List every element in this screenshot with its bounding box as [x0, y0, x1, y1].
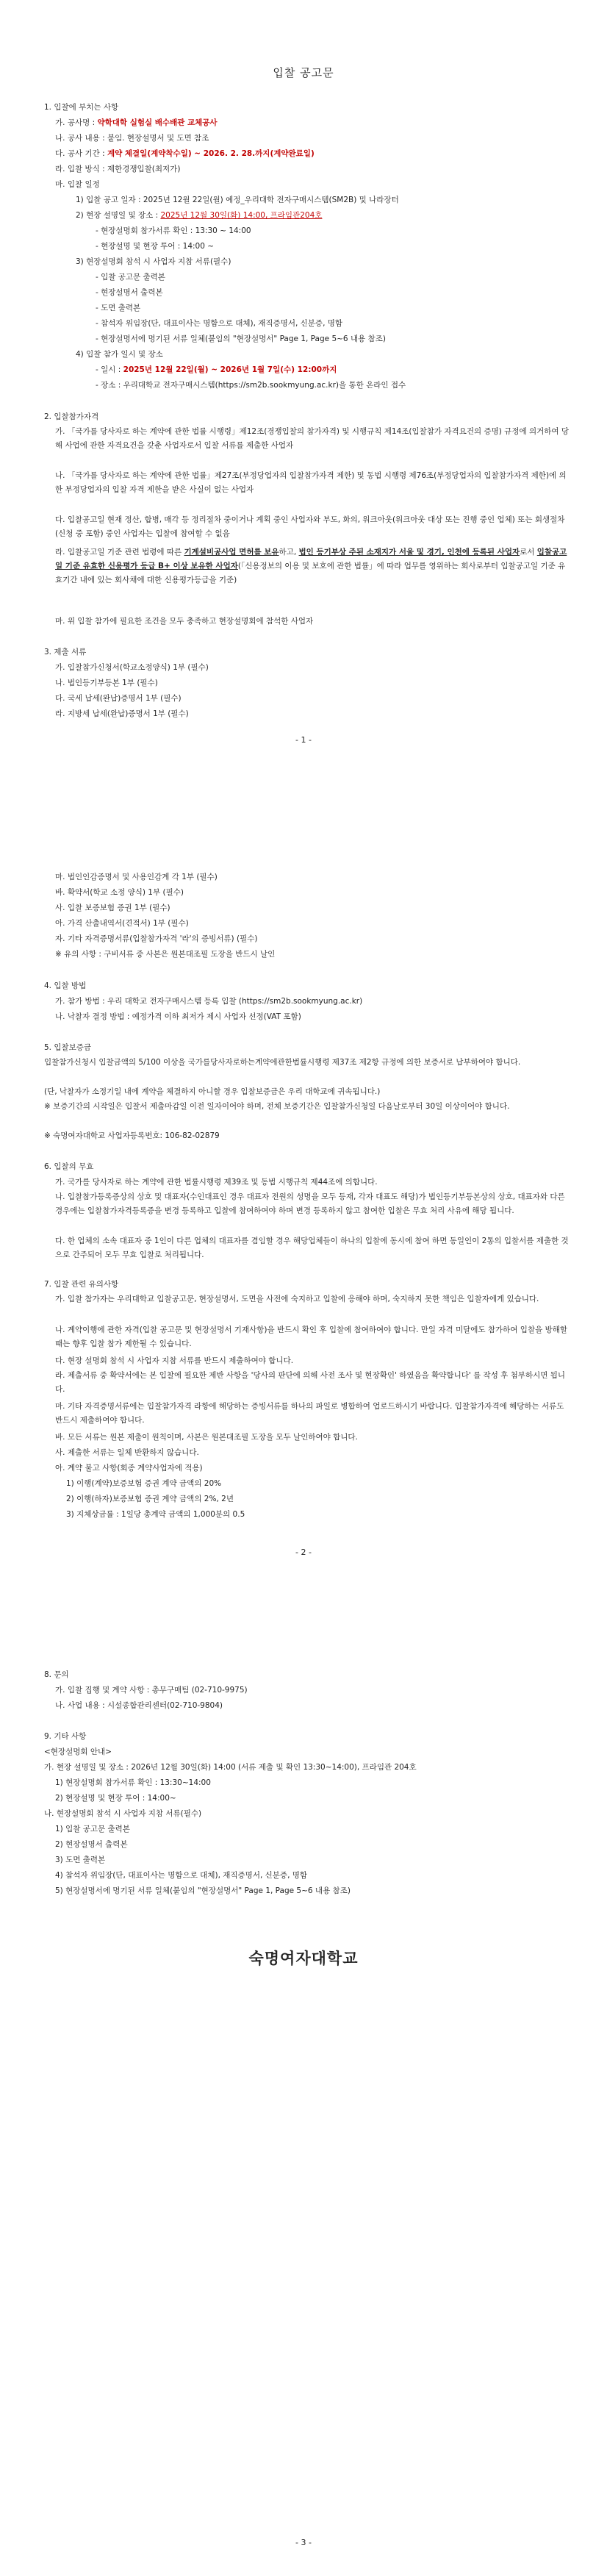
briefing-datetime: 가. 현장 설명일 및 장소 : 2026년 12월 30일(화) 14:00 (서류 제출 및 확인 13:30~14:00), 프라임관 204호: [44, 1763, 417, 1772]
briefing-doc-item: 1) 입찰 공고문 출력본: [55, 1825, 130, 1833]
briefing-subheading: <현장설명회 안내>: [44, 1747, 112, 1756]
submit-doc-item: 가. 입찰참가신청서(학교소정양식) 1부 (필수): [55, 663, 209, 672]
university-name: 숙명여자대학교: [248, 1950, 359, 1967]
briefing-doc-check: - 현장설명회 참가서류 확인 : 13:30 ~ 14:00: [96, 226, 251, 235]
contact-contract: 가. 입찰 집행 및 계약 사항 : 총무구매팀 (02-710-9975): [55, 1686, 248, 1695]
qualification-ma: 마. 위 입찰 참가에 필요한 조건을 모두 충족하고 현장설명회에 참석한 사업자: [55, 617, 314, 626]
bid-participation-heading: 4) 입찰 참가 일시 및 장소: [76, 350, 163, 359]
invalid-bid-na: 나. 입찰참가등록증상의 상호 및 대표자(수인대표인 경우 대표자 전원의 성명을 모두 등재, 각자 대표도 해당)가 법인등기부등본상의 상호, 대표자와 다른 경우에는 입찰참가자격등록증을 변경 등록하고 입찰에 참여하여야 하며 변경 등록하지 않고 참여한 입찰은 무효 처리 사유에 해당 됩니다.: [55, 1192, 565, 1215]
qualification-ra: 라. 입찰공고일 기준 관련 법령에 따른 기계설비공사업 면허를 보유하고, 법인 등기부상 주된 소재지가 서울 및 경기, 인천에 등록된 사업자로서 입찰공고일 기준 유효한 신용평가 등급 B+ 이상 보유한 사업자(「신용정보의 이용 및 보호에 관한 법률」에 따라 업무를 영위하는 회사로부터 입찰공고일 기준 유효기간 내에 있는 회사채에 대한 신용평가등급을 기준): [55, 548, 567, 584]
required-doc-item: - 참석자 위임장(단, 대표이사는 명함으로 대체), 재직증명서, 신분증, 명함: [96, 319, 343, 328]
page-number-3: - 3 -: [295, 2538, 312, 2547]
submit-doc-item: 라. 지방세 납세(완납)증명서 1부 (필수): [55, 709, 189, 718]
section-3-heading: 3. 제출 서류: [44, 648, 87, 656]
briefing-docs-heading: 나. 현장설명회 참석 시 사업자 지참 서류(필수): [44, 1809, 202, 1818]
project-name: 약학대학 실험실 배수배관 교체공사: [97, 118, 218, 127]
submit-doc-note: ※ 유의 사항 : 구비서류 중 사본은 원본대조필 도장을 반드시 날인: [55, 950, 276, 959]
business-registration-number: ※ 숙명여자대학교 사업자등록번호: 106-82-02879: [44, 1131, 220, 1140]
section-8-heading: 8. 문의: [44, 1670, 69, 1679]
briefing-tour: - 현장설명 및 현장 투어 : 14:00 ~: [96, 242, 215, 251]
caution-na: 나. 계약이행에 관한 자격(입찰 공고문 및 현장설명서 기재사항)을 반드시 확인 후 입찰에 참여하여야 합니다. 만일 자격 미달에도 참가하여 입찰을 방해할 때는 향후 입찰 참가 제한될 수 있습니다.: [55, 1325, 568, 1348]
submit-doc-item: 자. 기타 자격증명서류(입찰참가자격 '라'의 증빙서류) (필수): [55, 934, 258, 943]
contract-terms-item: 3) 지체상금률 : 1일당 총계약 금액의 1,000분의 0.5: [66, 1510, 245, 1519]
contract-terms-item: 1) 이행(계약)보증보험 증권 계약 금액의 20%: [66, 1479, 222, 1488]
invalid-bid-da: 다. 한 업체의 소속 대표자 중 1인이 다른 업체의 대표자를 겸임할 경우 해당업체들이 하나의 입찰에 동시에 참여 하면 동일인이 2통의 입찰서를 제출한 것으로 간주되어 모두 무효 입찰로 처리됩니다.: [55, 1237, 569, 1259]
briefing-item: 1) 현장설명회 참가서류 확인 : 13:30~14:00: [55, 1778, 211, 1787]
schedule-announce-date: 1) 입찰 공고 일자 : 2025년 12월 22일(월) 예정_우리대학 전자구매시스템(SM2B) 및 나라장터: [76, 196, 399, 204]
bid-method-winner: 나. 낙찰자 결정 방법 : 예정가격 이하 최저가 제시 사업자 선정(VAT 포함): [55, 1012, 301, 1021]
required-doc-item: - 현장설명서에 명기된 서류 일체(붙임의 "현장설명서" Page 1, Page 5~6 내용 참조): [96, 334, 386, 343]
briefing-doc-item: 5) 현장설명서에 명기된 서류 일체(붙임의 "현장설명서" Page 1, Page 5~6 내용 참조): [55, 1886, 351, 1895]
caution-ba: 바. 모든 서류는 원본 제출이 원칙이며, 사본은 원본대조필 도장을 모두 날인하여야 합니다.: [55, 1433, 358, 1442]
caution-da: 다. 현장 설명회 참석 시 사업자 지참 서류를 반드시 제출하여야 합니다.: [55, 1356, 294, 1365]
required-doc-item: - 도면 출력본: [96, 304, 141, 312]
bid-method: 라. 입찰 방식 : 제한경쟁입찰(최저가): [55, 165, 181, 173]
submit-doc-item: 바. 확약서(학교 소정 양식) 1부 (필수): [55, 888, 184, 897]
briefing-doc-item: 2) 현장설명서 출력본: [55, 1840, 128, 1849]
required-doc-item: - 입찰 공고문 출력본: [96, 273, 165, 282]
qualification-na: 나. 「국가를 당사자로 하는 계약에 관한 법률」제27조(부정당업자의 입찰참가자격 제한) 및 동법 시행령 제76조(부정당업자의 입찰참가자격 제한)에 의한 부정당업자의 입찰 자격 제한을 받은 사실이 없는 사업자: [55, 471, 567, 494]
submit-doc-item: 나. 법인등기부등본 1부 (필수): [55, 679, 158, 687]
project-name-row: 가. 공사명 : 약학대학 실험실 배수배관 교체공사: [55, 118, 218, 127]
site-briefing-datetime: 2025년 12월 30일(화) 14:00, 프라임관204호: [160, 211, 323, 220]
document-title: 입찰 공고문: [273, 66, 334, 79]
submit-doc-item: 다. 국세 납세(완납)증명서 1부 (필수): [55, 694, 182, 703]
caution-sa: 사. 제출한 서류는 일체 반환하지 않습니다.: [55, 1448, 199, 1457]
bid-method-participation: 가. 참가 방법 : 우리 대학교 전자구매시스템 등록 입찰 (https://sm2b.sookmyung.ac.kr): [55, 997, 363, 1006]
caution-aa: 아. 계약 불고 사항(회종 계약사업자에 적용): [55, 1464, 203, 1473]
project-period: 계약 체결일(계약착수일) ~ 2026. 2. 28.까지(계약완료일): [107, 149, 315, 158]
deposit-note: (단, 낙찰자가 소정기일 내에 계약을 체결하지 아니할 경우 입찰보증금은 우리 대학교에 귀속됩니다.): [44, 1087, 381, 1096]
invalid-bid-ga: 가. 국가를 당사자로 하는 계약에 관한 법률시행령 제39조 및 동법 시행규칙 제44조에 의합니다.: [55, 1178, 378, 1187]
section-9-heading: 9. 기타 사항: [44, 1732, 87, 1741]
required-doc-item: - 현장설명서 출력본: [96, 288, 163, 297]
required-docs-heading: 3) 현장설명회 참석 시 사업자 지참 서류(필수): [76, 257, 231, 266]
section-5-heading: 5. 입찰보증금: [44, 1043, 92, 1052]
submit-doc-item: 아. 가격 산출내역서(견적서) 1부 (필수): [55, 919, 189, 928]
section-2-heading: 2. 입찰참가자격: [44, 412, 99, 421]
bid-participation-place: - 장소 : 우리대학교 전자구매시스템(https://sm2b.sookmyung.ac.kr)을 통한 온라인 접수: [96, 381, 406, 390]
briefing-doc-item: 3) 도면 출력본: [55, 1856, 106, 1864]
project-period-row: 다. 공사 기간 : 계약 체결일(계약착수일) ~ 2026. 2. 28.까지(계약완료일): [55, 149, 315, 158]
caution-ra: 라. 제출서류 중 확약서에는 본 입찰에 필요한 제반 사항을 '당사의 판단에 의해 사전 조사 및 현장확인' 하였음을 확약합니다' 를 작성 후 첨부하시면 됩니다.: [55, 1371, 566, 1394]
briefing-doc-item: 4) 참석자 위임장(단, 대표이사는 명함으로 대체), 재직증명서, 신분증, 명함: [55, 1871, 308, 1880]
qualification-ga: 가. 「국가를 당사자로 하는 계약에 관한 법률 시행령」제12조(경쟁입찰의 참가자격) 및 시행규칙 제14조(입찰참가 자격요건의 증명) 규정에 의거하여 당해 사업에 관한 자격요건을 갖춘 사업자로서 입찰 서류를 제출한 사업자: [55, 427, 569, 450]
contract-terms-item: 2) 이행(하자)보증보험 증권 계약 금액의 2%, 2년: [66, 1495, 234, 1503]
page-number-2: - 2 -: [295, 1548, 312, 1557]
submit-doc-item: 사. 입찰 보증보험 증권 1부 (필수): [55, 904, 170, 912]
caution-ga: 가. 입찰 참가자는 우리대학교 입찰공고문, 현장설명서, 도면을 사전에 숙지하고 입찰에 응해야 하며, 숙지하지 못한 책임은 입찰자에게 있습니다.: [55, 1295, 539, 1303]
deposit-paragraph: 입찰참가신청시 입찰금액의 5/100 이상을 국가를당사자로하는계약에관한법률시행령 제37조 제2항 규정에 의한 보증서로 납부하여야 합니다.: [44, 1058, 521, 1067]
schedule-site-briefing-row: 2) 현장 설명일 및 장소 : 2025년 12월 30일(화) 14:00, 프라임관204호: [76, 211, 323, 220]
section-6-heading: 6. 입찰의 무효: [44, 1162, 94, 1171]
section-4-heading: 4. 입찰 방법: [44, 981, 87, 990]
caution-ma: 마. 기타 자격증명서류에는 입찰참가자격 라항에 해당하는 증빙서류를 하나의 파일로 병합하여 업로드하시기 바랍니다. 입찰참가자격에 해당하는 서류도 반드시 제출하여야 합니다.: [55, 1402, 564, 1425]
submit-doc-item: 마. 법인인감증명서 및 사용인감계 각 1부 (필수): [55, 873, 218, 881]
section-1-heading: 1. 입찰에 부치는 사항: [44, 103, 119, 112]
qualification-da: 다. 입찰공고일 현재 정산, 합병, 매각 등 정리절차 중이거나 계획 중인 사업자와 부도, 화의, 워크아웃(워크아웃 대상 또는 진행 중인 업체) 또는 회생절차(신청 중 포함) 중인 사업자는 입찰에 참여할 수 없음: [55, 515, 565, 538]
bid-participation-datetime: 2025년 12월 22일(월) ~ 2026년 1월 7일(수) 12:00까지: [123, 365, 337, 374]
page-number-1: - 1 -: [295, 735, 312, 745]
project-content: 나. 공사 내용 : 붙임. 현장설명서 및 도면 참조: [55, 134, 209, 143]
bid-participation-datetime-row: - 일시 : 2025년 12월 22일(월) ~ 2026년 1월 7일(수) 12:00까지: [96, 365, 337, 374]
section-7-heading: 7. 입찰 관련 유의사항: [44, 1280, 119, 1289]
deposit-period-note: ※ 보증기간의 시작일은 입찰서 제출마감일 이전 일자이어야 하며, 전체 보증기간은 입찰참가신청일 다음날로부터 30일 이상이어야 합니다.: [44, 1102, 510, 1111]
contact-business: 나. 사업 내용 : 시설종합관리센터(02-710-9804): [55, 1701, 223, 1710]
bid-schedule-heading: 마. 입찰 일정: [55, 180, 100, 189]
briefing-item: 2) 현장설명 및 현장 투어 : 14:00~: [55, 1794, 176, 1803]
